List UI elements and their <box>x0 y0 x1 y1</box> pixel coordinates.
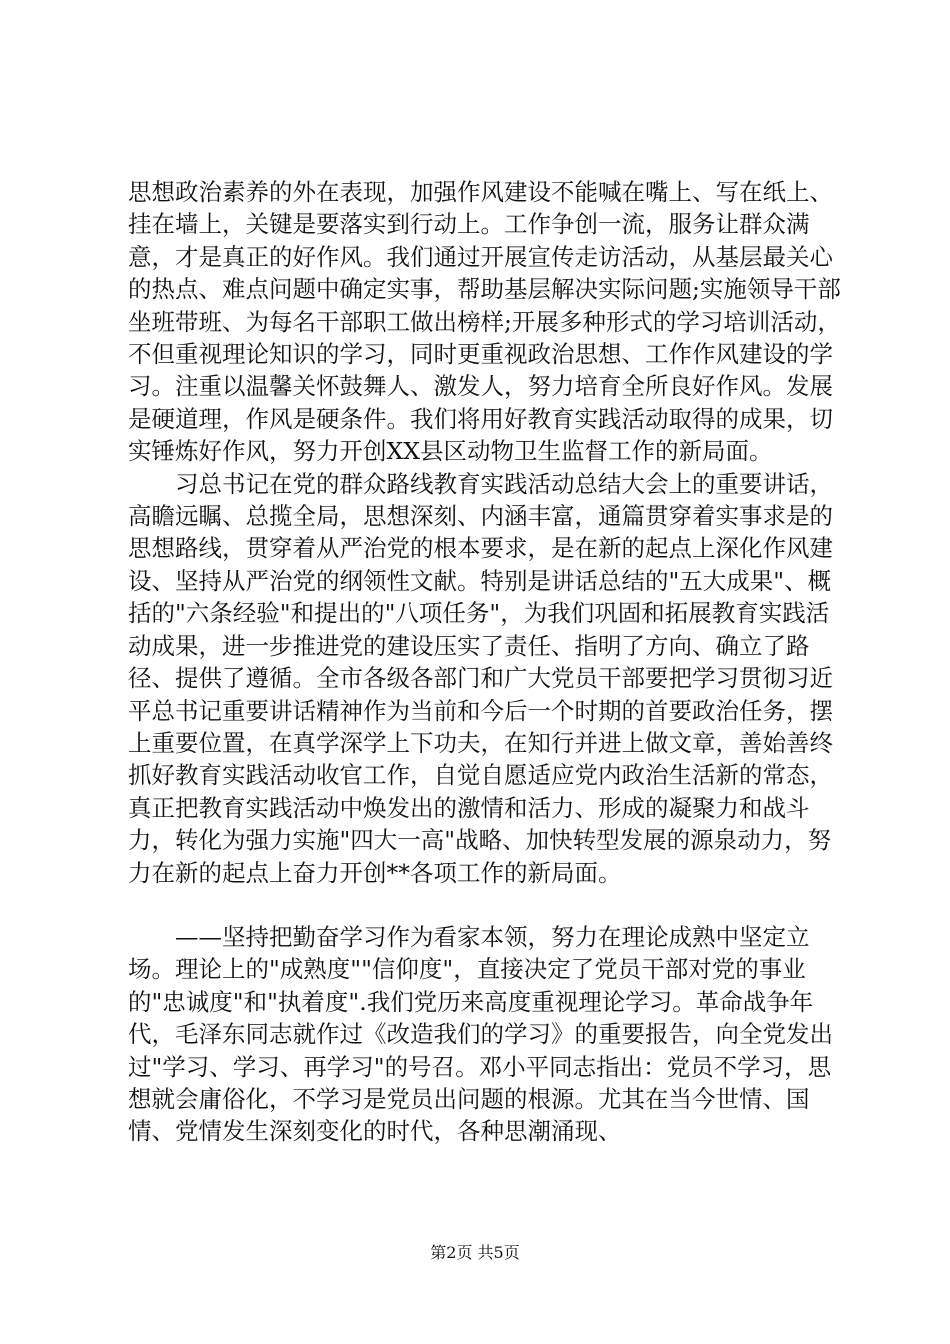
page-number-footer: 第2页 共5页 <box>430 1243 520 1262</box>
paragraph-spacer <box>128 889 848 921</box>
paragraph-3: ——坚持把勤奋学习作为看家本领，努力在理论成熟中坚定立场。理论上的"成熟度""信仰度"，直接决定了党员干部对党的事业的"忠诚度"和"执着度".我们党历来高度重视理论学习。革命战争年代，毛泽东同志就作过《改造我们的学习》的重要报告，向全党发出过"学习、学习、再学习"的号召。邓小平同志指出：党员不学习，思想就会庸俗化，不学习是党员出问题的根源。尤其在当今世情、国情、党情发生深刻变化的时代，各种思潮涌现、 <box>128 922 833 1146</box>
paragraph-1: 思想政治素养的外在表现，加强作风建设不能喊在嘴上、写在纸上、挂在墙上，关键是要落实到行动上。工作争创一流，服务让群众满意，才是真正的好作风。我们通过开展宣传走访活动，从基层最关心的热点、难点问题中确定实事，帮助基层解决实际问题;实施领导干部坐班带班、为每名干部职工做出榜样;开展多种形式的学习培训活动，不但重视理论知识的学习，同时更重视政治思想、工作作风建设的学习。注重以温馨关怀鼓舞人、激发人，努力培育全所良好作风。发展是硬道理，作风是硬条件。我们将用好教育实践活动取得的成果，切实锤炼好作风，努力开创XX县区动物卫生监督工作的新局面。 <box>128 178 841 466</box>
paragraph-2: 习总书记在党的群众路线教育实践活动总结大会上的重要讲话，高瞻远瞩、总揽全局，思想深刻、内涵丰富，通篇贯穿着实事求是的思想路线，贯穿着从严治党的根本要求，是在新的起点上深化作风建设、坚持从严治党的纲领性文献。特别是讲话总结的"五大成果"、概括的"六条经验"和提出的"八项任务"，为我们巩固和拓展教育实践活动成果，进一步推进党的建设压实了责任、指明了方向、确立了路径、提供了遵循。全市各级各部门和广大党员干部要把学习贯彻习近平总书记重要讲话精神作为当前和今后一个时期的首要政治任务，摆上重要位置，在真学深学上下功夫，在知行并进上做文章，善始善终抓好教育实践活动收官工作，自觉自愿适应党内政治生活新的常态，真正把教育实践活动中焕发出的激情和活力、形成的凝聚力和战斗力，转化为强力实施"四大一高"战略、加快转型发展的源泉动力，努力在新的起点上奋力开创**各项工作的新局面。 <box>128 469 833 887</box>
document-body <box>128 176 848 1148</box>
